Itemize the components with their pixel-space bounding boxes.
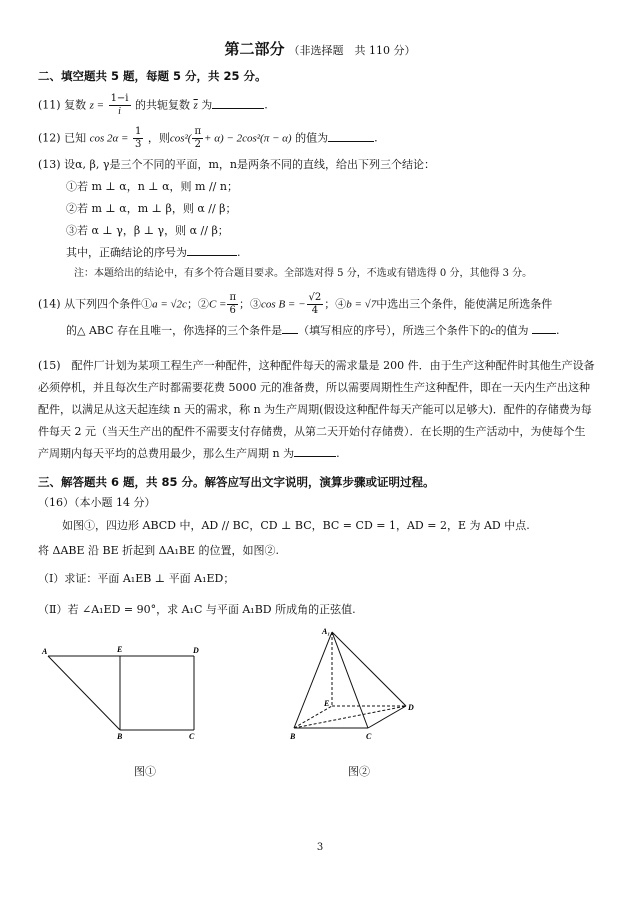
q11-end: . <box>264 98 268 112</box>
q16-line-2: 将 ΔABE 沿 BE 折起到 ΔA₁BE 的位置，如图②. <box>38 544 280 557</box>
q14-condition-3: cos B = − <box>261 298 306 311</box>
fig1-edge-AB <box>48 656 120 730</box>
q11-fraction <box>109 93 131 118</box>
fig1-label-A: A <box>42 647 48 656</box>
q12-end: . <box>374 131 378 145</box>
q15-line-3: 配件，以满足从这天起连续 n 天的需求，称 n 为生产周期(假设这种配件每天产能可以足够大)．配件的存储费为每 <box>38 403 592 416</box>
q11-answer-blank <box>212 98 264 109</box>
q13-intro: 设α, β, γ是三个不同的平面，m，n是两条不同的直线，给出下列三个结论： <box>64 158 435 171</box>
q14-line2-d: 的值为 <box>495 324 529 337</box>
q12-text-a: 已知 <box>64 131 87 145</box>
fig1-label-C: C <box>189 732 195 741</box>
q13-end: . <box>237 246 241 259</box>
q12-expr-a: cos²( <box>169 132 192 145</box>
q12-fraction-1 <box>133 126 143 151</box>
q14-c2-num: π <box>229 292 237 303</box>
fig2-edge-CD <box>368 706 406 728</box>
fig2-label-D: D <box>408 703 414 712</box>
q11-number: (11) <box>38 98 61 112</box>
q12-frac1-den: 3 <box>134 139 142 150</box>
q14-answer-blank-1 <box>282 323 298 334</box>
title-main: 第二部分 <box>224 40 285 58</box>
q12-frac2-den: 2 <box>194 139 201 150</box>
q14-sep-3: ；④ <box>324 297 347 311</box>
q16-part-2: （Ⅱ）若 ∠A₁ED = 90°，求 A₁C 与平面 A₁BD 所成角的正弦值. <box>38 603 356 616</box>
q14-line1-a: 从下列四个条件① <box>64 297 153 311</box>
question-14-line-1 <box>38 292 552 317</box>
q11-frac-den: i <box>118 106 121 117</box>
q13-answer-blank <box>187 245 237 256</box>
fig2-edge-A1C <box>332 632 368 728</box>
q16-line-1: 如图①，四边形 ABCD 中，AD // BC，CD ⊥ BC，BC = CD = 1，AD = 2，E 为 AD 中点. <box>62 519 530 532</box>
q14-var-c: c <box>490 325 496 337</box>
q13-note: 注：本题给出的结论中，有多个符合题目要求。全部选对得 5 分，不选或有错选得 0 分，其他得 3 分。 <box>74 268 533 279</box>
q13-item-1: ①若 m ⊥ α，n ⊥ α，则 m // n； <box>66 180 238 193</box>
q11-text-c: 为 <box>201 98 213 112</box>
q14-answer-blank-2 <box>532 323 556 334</box>
q15-end: . <box>336 447 340 460</box>
q14-c2-den: 6 <box>229 305 236 316</box>
q14-condition-2: C = <box>208 298 227 311</box>
q11-zbar: $\overline{z}$ <box>193 99 198 112</box>
q14-end: . <box>556 324 560 337</box>
fig1-label-B: B <box>117 732 123 741</box>
q13-ask <box>66 244 241 260</box>
q14-fraction-c2 <box>227 292 238 317</box>
q14-line1-b: 中选出三个条件，能使满足所选条件 <box>376 297 553 311</box>
q13-number: (13) <box>38 158 61 171</box>
q12-text-b: ，则 <box>147 131 170 145</box>
fig2-label-A1: A₁ <box>322 627 331 636</box>
q14-condition-4: b = √7 <box>346 298 377 311</box>
page-number: 3 <box>316 842 324 853</box>
question-11 <box>38 93 268 118</box>
fig2-edge-A1B <box>294 632 332 728</box>
fig2-label-C: C <box>366 732 372 741</box>
fig2-edge-A1D <box>332 632 406 706</box>
section-heading-solutions: 三、解答题共 6 题，共 85 分。解答应写出文字说明，演算步骤或证明过程。 <box>38 475 435 489</box>
q12-frac1-num: 1 <box>134 126 142 137</box>
section-heading-fill-in: 二、填空题共 5 题，每题 5 分，共 25 分。 <box>38 69 267 83</box>
fig1-label-E: E <box>117 645 123 654</box>
q12-answer-blank <box>328 131 374 142</box>
q14-number: (14) <box>38 297 61 311</box>
q13-item-3: ③若 α ⊥ γ，β ⊥ γ，则 α // β； <box>66 224 229 237</box>
q11-frac-num: 1−i <box>110 93 129 104</box>
q13-item-2: ②若 m ⊥ α，m ⊥ β，则 α // β； <box>66 202 237 215</box>
title-subtitle: （非选择题 共 110 分） <box>288 44 416 57</box>
fig2-label-E: E <box>324 699 330 708</box>
q12-number: (12) <box>38 131 61 145</box>
q14-c3-den: 4 <box>311 305 319 316</box>
question-13 <box>38 156 435 172</box>
q14-line2-b: （填写相应的序号），所选三个条件下的 <box>298 324 491 337</box>
q14-sep-2: ；③ <box>239 297 262 311</box>
q16-part-1: （Ⅰ）求证：平面 A₁EB ⊥ 平面 A₁ED； <box>38 572 235 585</box>
q12-fraction-2 <box>192 126 203 151</box>
page-title <box>0 38 640 59</box>
q15-answer-blank <box>294 446 336 457</box>
figure-2-pyramid <box>284 622 424 746</box>
figure-2-caption: 图② <box>348 765 370 778</box>
q11-text-b: 的共轭复数 <box>135 98 191 112</box>
question-12 <box>38 126 378 151</box>
fig2-label-B: B <box>290 732 296 741</box>
fig2-edge-BE <box>294 706 332 728</box>
q15-line-5 <box>38 445 340 461</box>
q14-line2-a: 的△ ABC 存在且唯一，你选择的三个条件是 <box>66 324 283 337</box>
q14-sep-1: ；② <box>186 297 209 311</box>
q12-text-c: 的值为 <box>295 131 329 145</box>
q12-expr-b: + α) − 2cos²(π − α) <box>204 132 292 145</box>
q16-header: （16）（本小题 14 分） <box>38 496 156 509</box>
q14-c3-num: √2 <box>308 292 322 303</box>
q11-z-eq: z = <box>89 99 105 112</box>
q15-line-4: 件每天 2 元（当天生产出的配件不需要支付存储费，从第二天开始付存储费）．在长期的生产活动中，为使每个生 <box>38 425 586 438</box>
fig2-edge-BD <box>294 706 406 728</box>
q13-ask-text: 其中，正确结论的序号为 <box>66 246 187 259</box>
q14-fraction-c3 <box>307 292 324 317</box>
q12-cos2a: cos 2α = <box>89 132 129 145</box>
q11-text-a: 复数 <box>64 98 87 112</box>
fig1-label-D: D <box>193 646 199 655</box>
q15-line-2: 必须停机，并且每次生产时都需要花费 5000 元的准备费，所以需要周期性生产这种配件，即在一天内生产出这种 <box>38 381 590 394</box>
figure-1-caption: 图① <box>134 765 156 778</box>
figure-1-trapezoid <box>36 640 216 744</box>
question-14-line-2 <box>66 322 560 338</box>
q15-line-1: (15) 配件厂计划为某项工程生产一种配件，这种配件每天的需求量是 200 件．由于生产这种配件时其他生产设备 <box>38 359 595 372</box>
q12-frac2-num: π <box>194 126 202 137</box>
q15-line-5-text: 产周期内每天平均的总费用最少，那么生产周期 n 为 <box>38 447 295 460</box>
q14-condition-1: a = √2c <box>152 298 187 311</box>
